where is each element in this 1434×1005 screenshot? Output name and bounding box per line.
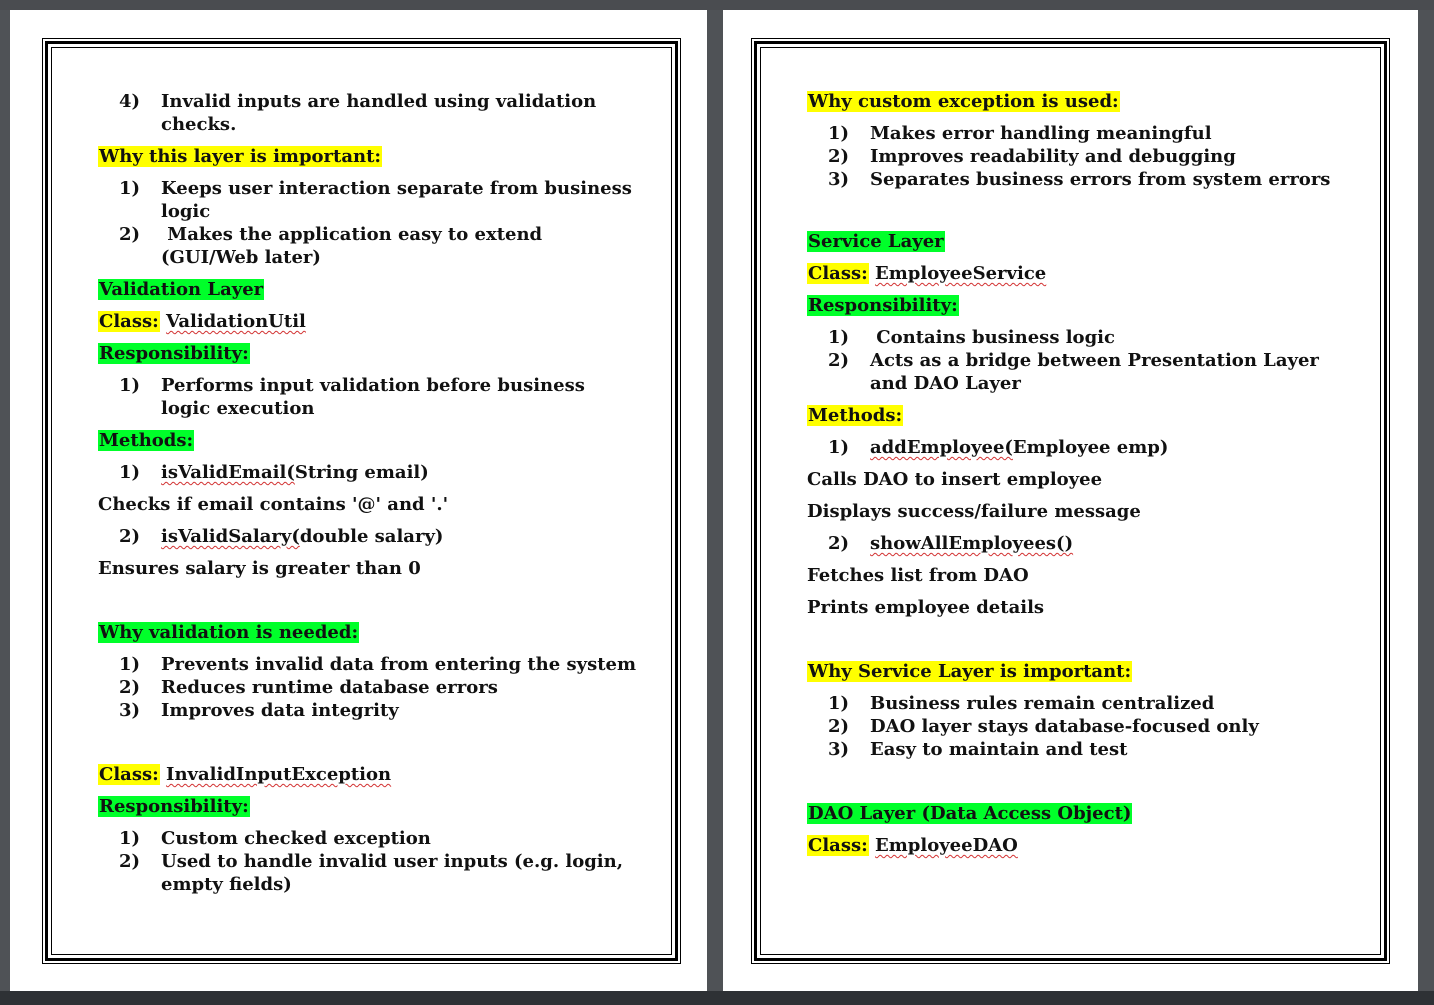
method-description: Calls DAO to insert employee — [807, 469, 1103, 490]
why-service-list — [807, 692, 1347, 761]
viewer-top-bar — [0, 0, 1434, 10]
why-layer-list — [98, 177, 638, 269]
list-item: 1) Prevents invalid data from entering the system — [119, 654, 637, 675]
method-description: Fetches list from DAO — [807, 565, 1029, 586]
list-item: 3) Improves data integrity — [119, 700, 399, 721]
list-item: 4) Invalid inputs are handled using validation checks. — [119, 91, 597, 135]
method-description: Ensures salary is greater than 0 — [98, 558, 421, 579]
list-item: 1) Keeps user interaction separate from business logic — [119, 178, 632, 222]
list-item: 3) Separates business errors from system errors — [828, 169, 1331, 190]
service-responsibility-heading: Responsibility: — [808, 295, 958, 316]
method-description: Checks if email contains '@' and '.' — [98, 494, 449, 515]
list-item: 2) Makes the application easy to extend (GUI/Web later) — [119, 224, 549, 268]
page-content — [98, 90, 638, 905]
list-item: 1) Business rules remain centralized — [828, 693, 1215, 714]
validation-responsibility-heading: Responsibility: — [99, 343, 249, 364]
service-layer-heading: Service Layer — [808, 231, 944, 252]
blank-line — [807, 628, 1347, 660]
service-responsibility-list — [807, 326, 1347, 395]
page-content — [807, 90, 1347, 866]
method-list-2 — [807, 532, 1347, 555]
method-item: 1) addEmployee(Employee emp) — [828, 437, 1169, 458]
list-item: 1) Performs input validation before business logic execution — [119, 375, 585, 419]
document-page-right — [723, 10, 1418, 991]
validation-methods-heading: Methods: — [99, 430, 194, 451]
list-item: 2) Reduces runtime database errors — [119, 677, 498, 698]
blank-line — [807, 200, 1347, 230]
method-description: Displays success/failure message — [807, 501, 1141, 522]
blank-line — [98, 731, 638, 763]
method-item: 1) isValidEmail(String email) — [119, 462, 429, 483]
method-item: 2) showAllEmployees() — [828, 533, 1074, 554]
dao-layer-heading: DAO Layer (Data Access Object) — [808, 803, 1132, 824]
list-item: 2) DAO layer stays database-focused only — [828, 716, 1259, 737]
why-validation-list — [98, 653, 638, 722]
why-custom-exception-heading: Why custom exception is used: — [808, 91, 1119, 112]
exception-responsibility-heading: Responsibility: — [99, 796, 249, 817]
blank-line — [807, 770, 1347, 802]
list-item: 1) Contains business logic — [828, 327, 1115, 348]
intro-list — [98, 90, 638, 136]
list-item: 2) Improves readability and debugging — [828, 146, 1236, 167]
exception-class-line: Class: InvalidInputException — [99, 764, 392, 785]
method-description: Prints employee details — [807, 597, 1045, 618]
method-list-2 — [98, 525, 638, 548]
list-item: 3) Easy to maintain and test — [828, 739, 1128, 760]
blank-line — [98, 589, 638, 621]
dao-class-line: Class: EmployeeDAO — [808, 835, 1018, 856]
document-page-left — [10, 10, 707, 991]
method-list-1 — [98, 461, 638, 484]
viewer-bottom-bar — [0, 991, 1434, 1005]
why-custom-exception-list — [807, 122, 1347, 191]
service-class-line: Class: EmployeeService — [808, 263, 1047, 284]
why-service-heading: Why Service Layer is important: — [808, 661, 1132, 682]
method-list-1 — [807, 436, 1347, 459]
list-item: 1) Makes error handling meaningful — [828, 123, 1212, 144]
validation-responsibility-list — [98, 374, 638, 420]
why-layer-heading: Why this layer is important: — [99, 146, 382, 167]
service-methods-heading: Methods: — [808, 405, 903, 426]
list-item: 1) Custom checked exception — [119, 828, 431, 849]
list-item: 2) Used to handle invalid user inputs (e.g. login, empty fields) — [119, 851, 623, 895]
validation-class-line: Class: ValidationUtil — [99, 311, 306, 332]
validation-layer-heading: Validation Layer — [99, 279, 264, 300]
why-validation-heading: Why validation is needed: — [99, 622, 359, 643]
method-item: 2) isValidSalary(double salary) — [119, 526, 444, 547]
list-item: 2) Acts as a bridge between Presentation Layer and DAO Layer — [828, 350, 1319, 394]
exception-responsibility-list — [98, 827, 638, 896]
